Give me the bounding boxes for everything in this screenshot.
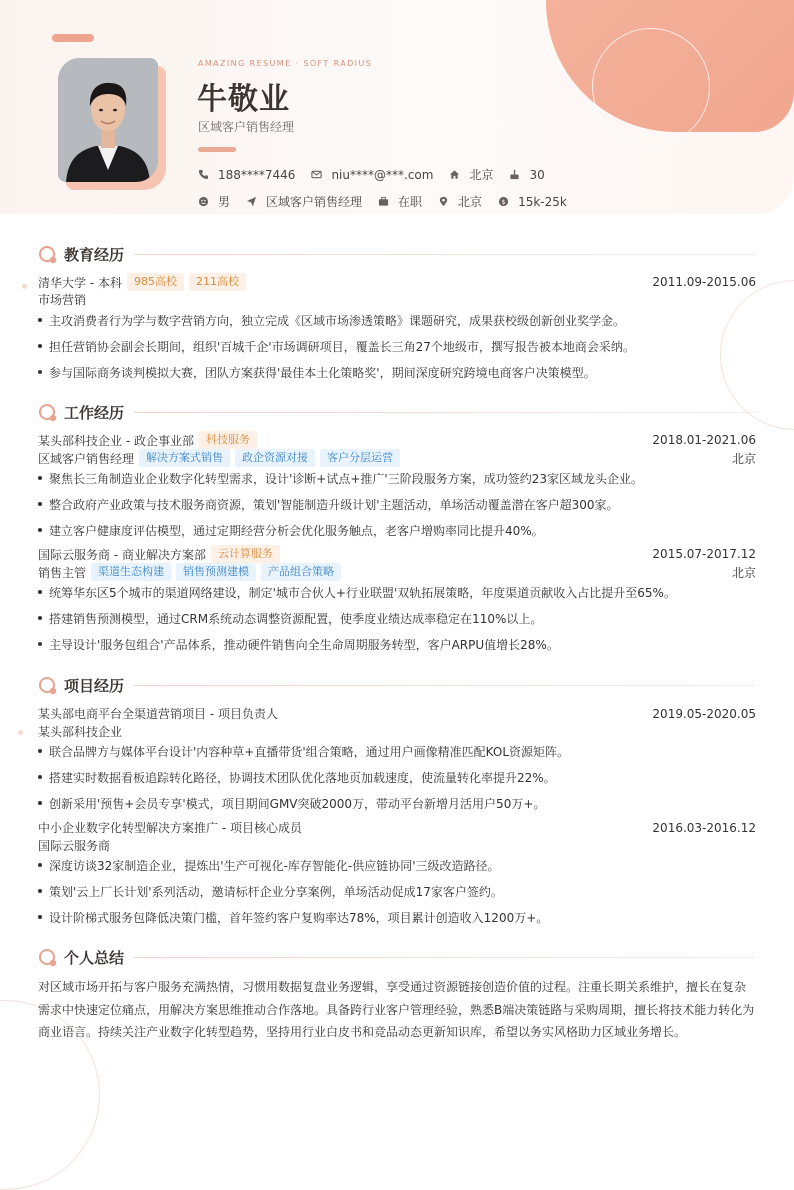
list-item: 担任营销协会副会长期间，组织'百城千企'市场调研项目，覆盖长三角27个地级市，撰写报告被本地商会采纳。: [38, 338, 756, 355]
projects-title: 项目经历: [64, 677, 125, 695]
section-divider: [134, 412, 756, 413]
work-company-row: [38, 431, 756, 449]
project-org-row: [38, 723, 756, 740]
job-title: 区域客户销售经理: [198, 120, 295, 134]
title-accent-bar: [198, 147, 236, 152]
project-name: 中小企业数字化转型解决方案推广 - 项目核心成员: [38, 821, 302, 835]
status-item: [378, 193, 422, 210]
skill-tag: 产品组合策略: [261, 563, 341, 581]
company-tag: 科技服务: [199, 431, 257, 449]
section-search-icon: [38, 948, 58, 968]
age-item: [509, 168, 544, 182]
section-search-icon: [38, 245, 58, 265]
header-decoration-ring: [592, 28, 710, 146]
section-search-icon: [38, 676, 58, 696]
salary-icon: [498, 196, 509, 207]
skill-tag: 解决方案式销售: [139, 449, 230, 467]
home-text: 北京: [469, 168, 494, 182]
work-date: 2018.01-2021.06: [652, 433, 756, 447]
salary-item: [498, 195, 567, 209]
project-name: 某头部电商平台全渠道营销项目 - 项目负责人: [38, 707, 278, 721]
work-title: 工作经历: [64, 404, 125, 422]
summary-section-header: [38, 947, 756, 968]
list-item: 统筹华东区5个城市的渠道网络建设，制定'城市合伙人+行业联盟'双轨拓展策略，年度渠道贡献收入占比提升至65%。: [38, 584, 756, 601]
education-row: [38, 273, 756, 291]
project-row: [38, 705, 756, 722]
cake-icon: [509, 169, 520, 180]
salary-text: 15k-25k: [518, 194, 567, 209]
section-divider: [134, 957, 756, 958]
brand-tagline: AMAZING RESUME · SOFT RADIUS: [198, 59, 373, 68]
decoration-dot: [18, 730, 23, 735]
work-section-header: [38, 402, 756, 423]
project-date: 2019.05-2020.05: [652, 706, 756, 721]
section-divider: [134, 685, 756, 686]
header-accent-pill: [52, 34, 94, 42]
summary-title: 个人总结: [64, 949, 125, 967]
school-name: 清华大学 - 本科: [38, 275, 122, 290]
section-divider: [134, 254, 756, 255]
target-role-text: 区域客户销售经理: [266, 195, 363, 209]
skill-tag: 政企资源对接: [235, 449, 315, 467]
company-name: 国际云服务商 - 商业解决方案部: [38, 547, 206, 562]
project-row: [38, 819, 756, 836]
list-item: 主导设计'服务包组合'产品体系，推动硬件销售向全生命周期服务转型，客户ARPU值增长28%。: [38, 636, 756, 653]
list-item: 创新采用'预售+会员专享'模式，项目期间GMV突破2000万，带动平台新增月活用户50万+。: [38, 795, 756, 812]
education-date: 2011.09-2015.06: [652, 275, 756, 289]
list-item: 联合品牌方与媒体平台设计'内容种草+直播带货'组合策略，通过用户画像精准匹配KOL资源矩阵。: [38, 743, 756, 760]
company-name: 某头部科技企业 - 政企事业部: [38, 433, 194, 448]
summary-text: 对区域市场开拓与客户服务充满热情，习惯用数据复盘业务逻辑，享受通过资源链接创造价值的过程。注重长期关系维护，擅长在复杂需求中快速定位痛点，用解决方案思维推动合作落地。具备跨行业客户管理经验，熟悉B端决策链路与采购周期，擅长将技术能力转化为商业语言。持续关注产业数字化转型趋势，坚持用行业白皮书和竞品动态更新知识库，希望以务实风格助力区域业务增长。: [38, 980, 755, 1039]
list-item: 参与国际商务谈判模拟大赛，团队方案获得'最佳本土化策略奖'，期间深度研究跨境电商客户决策模型。: [38, 364, 756, 381]
role-name: 销售主管: [38, 565, 87, 580]
contact-row: [198, 166, 561, 183]
list-item: 聚焦长三角制造业企业数字化转型需求，设计'诊断+试点+推广'三阶段服务方案，成功签约23家区域龙头企业。: [38, 470, 756, 487]
gender-item: [198, 193, 230, 210]
school-tag: 211高校: [189, 273, 246, 291]
work-city: 北京: [731, 565, 756, 580]
work-city: 北京: [731, 451, 756, 466]
profile-row: [198, 193, 583, 210]
target-city-text: 北京: [458, 195, 483, 209]
phone-item: [198, 168, 295, 182]
projects-section-header: [38, 675, 756, 696]
major-name: 市场营销: [38, 293, 87, 307]
education-title: 教育经历: [64, 246, 125, 264]
candidate-name: 牛敬业: [197, 82, 290, 117]
age-text: 30: [529, 167, 545, 182]
role-name: 区域客户销售经理: [38, 451, 135, 466]
project-date: 2016.03-2016.12: [652, 820, 756, 835]
section-search-icon: [38, 403, 58, 423]
work-date: 2015.07-2017.12: [652, 547, 756, 561]
status-text: 在职: [398, 195, 423, 209]
school-tag: 985高校: [127, 273, 184, 291]
project-org-row: [38, 837, 756, 854]
gender-text: 男: [218, 195, 231, 209]
avatar: [58, 58, 158, 182]
email-text: niu****@***.com: [331, 167, 434, 182]
target-city-item: [438, 193, 482, 210]
skill-tag: 渠道生态构建: [91, 563, 171, 581]
skill-tag: 客户分层运营: [320, 449, 400, 467]
briefcase-icon: [378, 196, 389, 207]
target-role-item: [246, 193, 362, 210]
major-row: [38, 291, 756, 308]
home-item: [449, 166, 493, 183]
avatar-portrait: [58, 58, 158, 182]
decoration-dot: [22, 284, 27, 289]
list-item: 搭建销售预测模型，通过CRM系统动态调整资源配置，使季度业绩达成率稳定在110%以上。: [38, 610, 756, 627]
home-icon: [449, 169, 460, 180]
list-item: 主攻消费者行为学与数字营销方向，独立完成《区域市场渗透策略》课题研究，成果获校级创新创业奖学金。: [38, 312, 756, 329]
skill-tag: 销售预测建模: [176, 563, 256, 581]
list-item: 整合政府产业政策与技术服务商资源，策划'智能制造升级计划'主题活动，单场活动覆盖潜在客户超300家。: [38, 496, 756, 513]
phone-text: 188****7446: [218, 167, 296, 182]
email-item: [311, 168, 433, 182]
gender-icon: [198, 196, 209, 207]
phone-icon: [198, 169, 209, 180]
location-icon: [438, 196, 449, 207]
svg-text:$: $: [501, 197, 506, 206]
company-tag: 云计算服务: [211, 545, 280, 563]
list-item: 建立客户健康度评估模型，通过定期经营分析会优化服务触点，老客户增购率同比提升40%。: [38, 522, 756, 539]
list-item: 深度访谈32家制造企业，提炼出'生产可视化-库存智能化-供应链协同'三级改造路径。: [38, 857, 756, 874]
work-role-row: [38, 563, 756, 581]
list-item: 策划'云上厂长计划'系列活动，邀请标杆企业分享案例，单场活动促成17家客户签约。: [38, 883, 756, 900]
list-item: 搭建实时数据看板追踪转化路径，协调技术团队优化落地页加载速度，使流量转化率提升22%。: [38, 769, 756, 786]
list-item: 设计阶梯式服务包降低决策门槛，首年签约客户复购率达78%，项目累计创造收入1200万+。: [38, 909, 756, 926]
project-org: 国际云服务商: [38, 839, 111, 853]
send-icon: [246, 196, 257, 207]
education-section-header: [38, 244, 756, 265]
project-org: 某头部科技企业: [38, 725, 123, 739]
mail-icon: [311, 169, 322, 180]
work-role-row: [38, 449, 756, 467]
work-company-row: [38, 545, 756, 563]
